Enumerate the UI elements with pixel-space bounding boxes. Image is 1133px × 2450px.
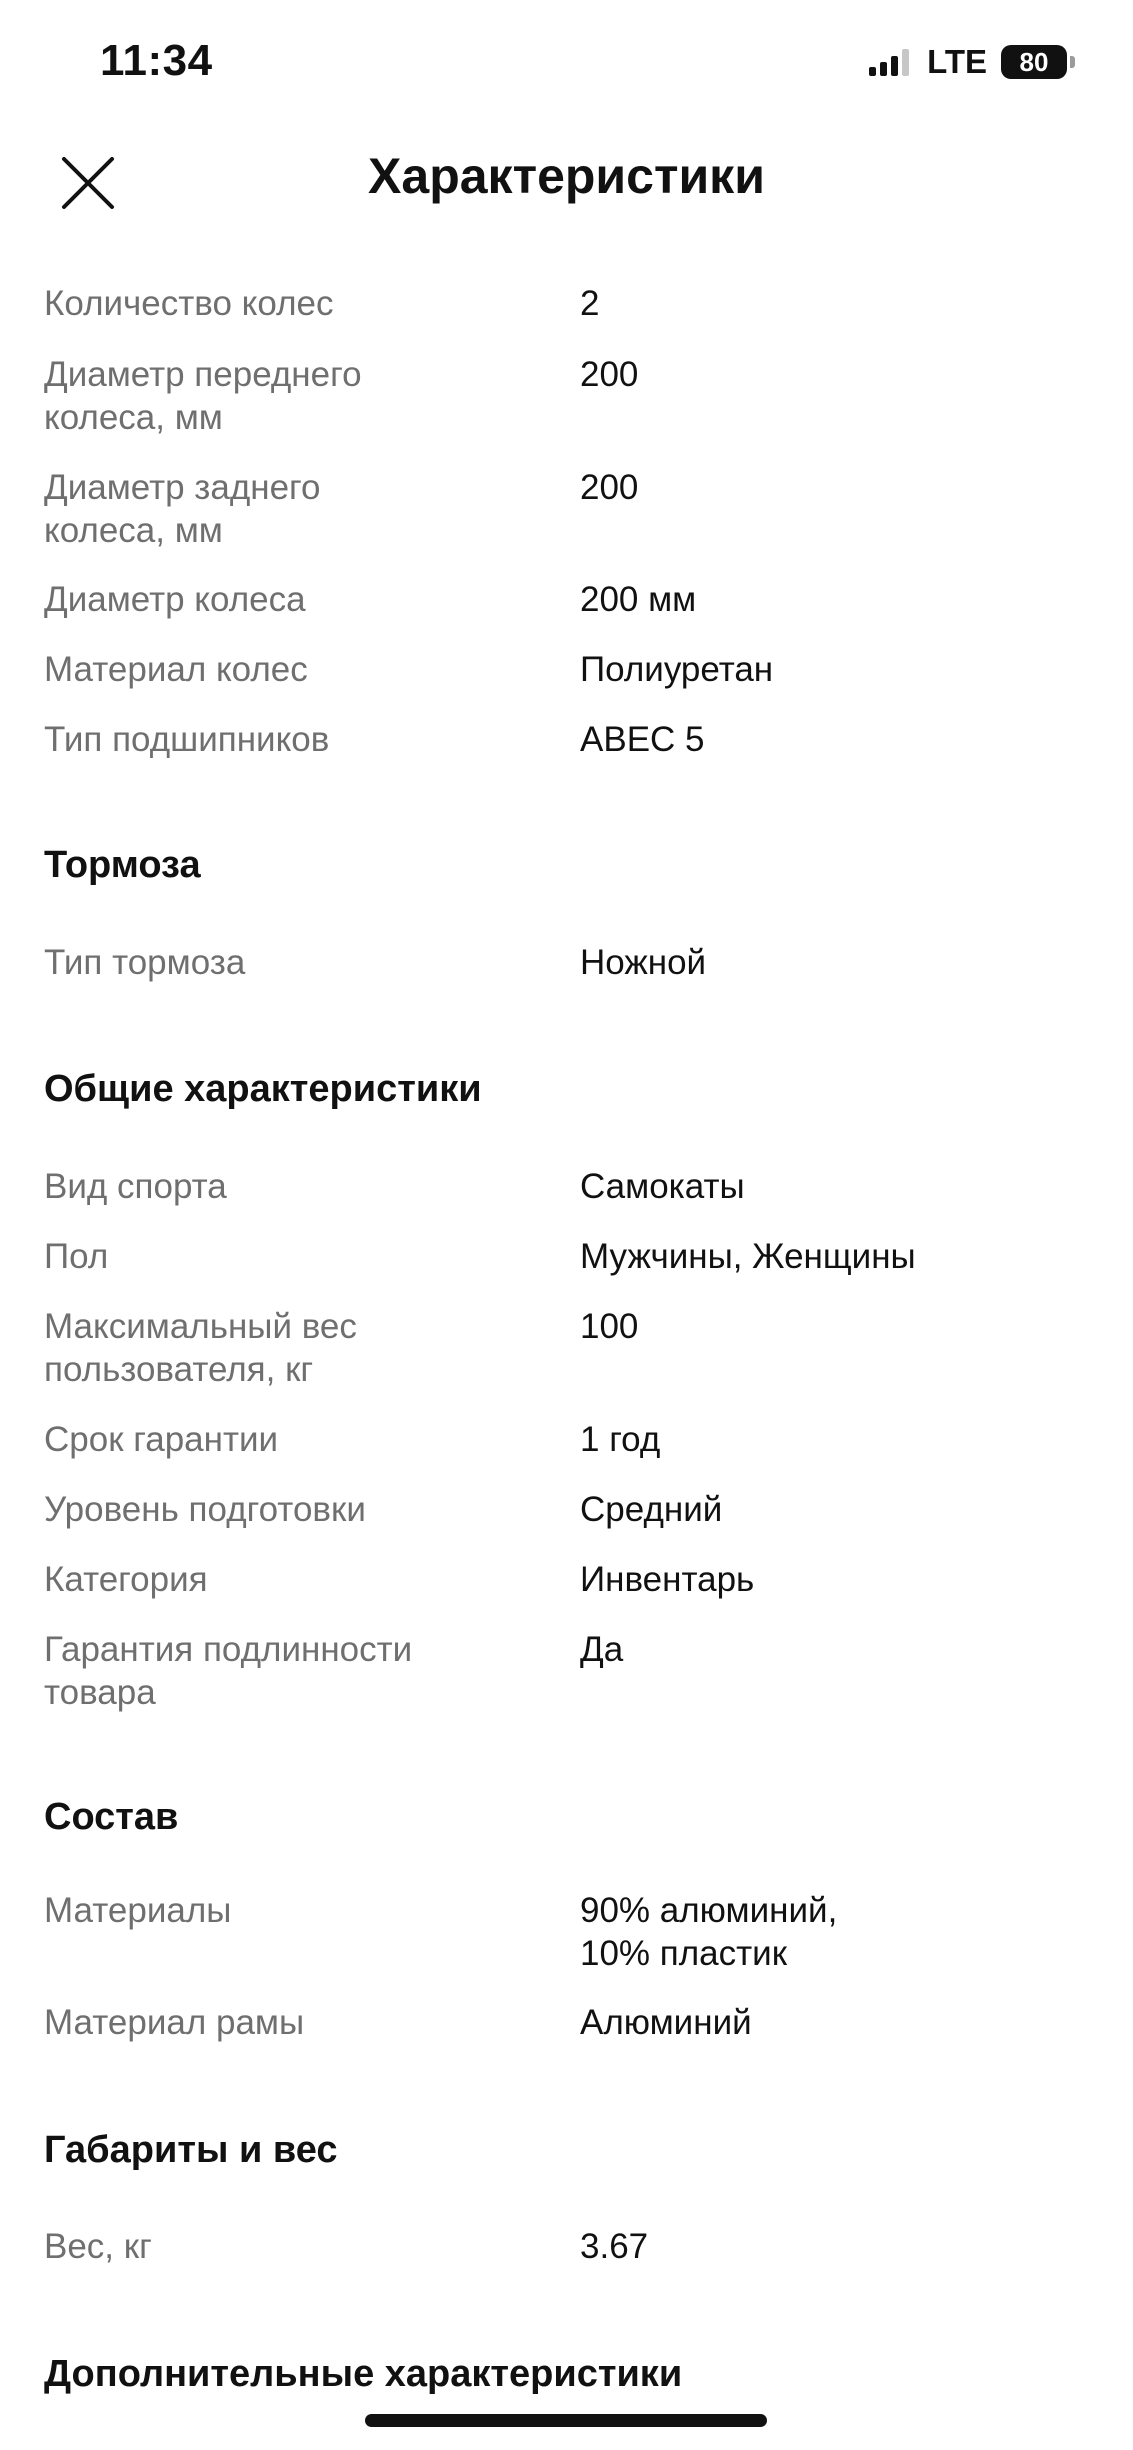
spec-value: 1 год [580,1420,661,1459]
spec-value: Ножной [580,943,707,982]
battery-cap [1070,56,1075,68]
spec-value: Полиуретан [580,650,774,689]
spec-value: Мужчины, Женщины [580,1237,916,1276]
spec-label: Вес, кг [44,2227,152,2266]
spec-label: Пол [44,1237,109,1276]
spec-label: Тип подшипников [44,720,330,759]
spec-label: Материал рамы [44,2003,305,2042]
spec-value: 2 [580,284,600,323]
section-title-brakes: Тормоза [44,844,201,886]
spec-value: 90% алюминий, 10% пластик [580,1891,838,1973]
spec-value: 200 мм [580,580,697,619]
section-title-dimensions: Габариты и вес [44,2129,338,2171]
spec-label: Количество колес [44,284,334,323]
spec-value: 100 [580,1307,639,1346]
battery-icon [1001,45,1067,79]
status-indicators [869,42,1075,82]
spec-value: Алюминий [580,2003,752,2042]
spec-label: Гарантия подлинности товара [44,1630,413,1712]
battery-level: 80 [1019,46,1049,77]
section-title-general: Общие характеристики [44,1068,482,1110]
spec-label: Уровень подготовки [44,1490,366,1529]
page-title: Характеристики [368,148,765,204]
status-bar [0,0,1133,125]
home-indicator[interactable] [365,2414,767,2427]
network-type: LTE [927,43,987,80]
spec-label: Материалы [44,1891,232,1930]
cellular-signal-icon [869,48,913,76]
spec-label: Вид спорта [44,1167,227,1206]
spec-value: Да [580,1630,624,1669]
spec-label: Диаметр заднего колеса, мм [44,468,321,550]
spec-label: Максимальный вес пользователя, кг [44,1307,357,1389]
spec-label: Диаметр переднего колеса, мм [44,355,362,437]
spec-label: Тип тормоза [44,943,246,982]
spec-value: Средний [580,1490,723,1529]
spec-value: 200 [580,468,639,507]
header [0,125,1133,235]
spec-value: 200 [580,355,639,394]
spec-value: Самокаты [580,1167,745,1206]
section-title-additional: Дополнительные характеристики [44,2353,683,2395]
section-title-composition: Состав [44,1796,179,1838]
spec-label: Диаметр колеса [44,580,306,619]
spec-label: Срок гарантии [44,1420,279,1459]
spec-value: Инвентарь [580,1560,755,1599]
spec-value: 3.67 [580,2227,649,2266]
status-time: 11:34 [100,36,213,85]
spec-label: Материал колес [44,650,308,689]
spec-value: ABEC 5 [580,720,705,759]
spec-label: Категория [44,1560,208,1599]
